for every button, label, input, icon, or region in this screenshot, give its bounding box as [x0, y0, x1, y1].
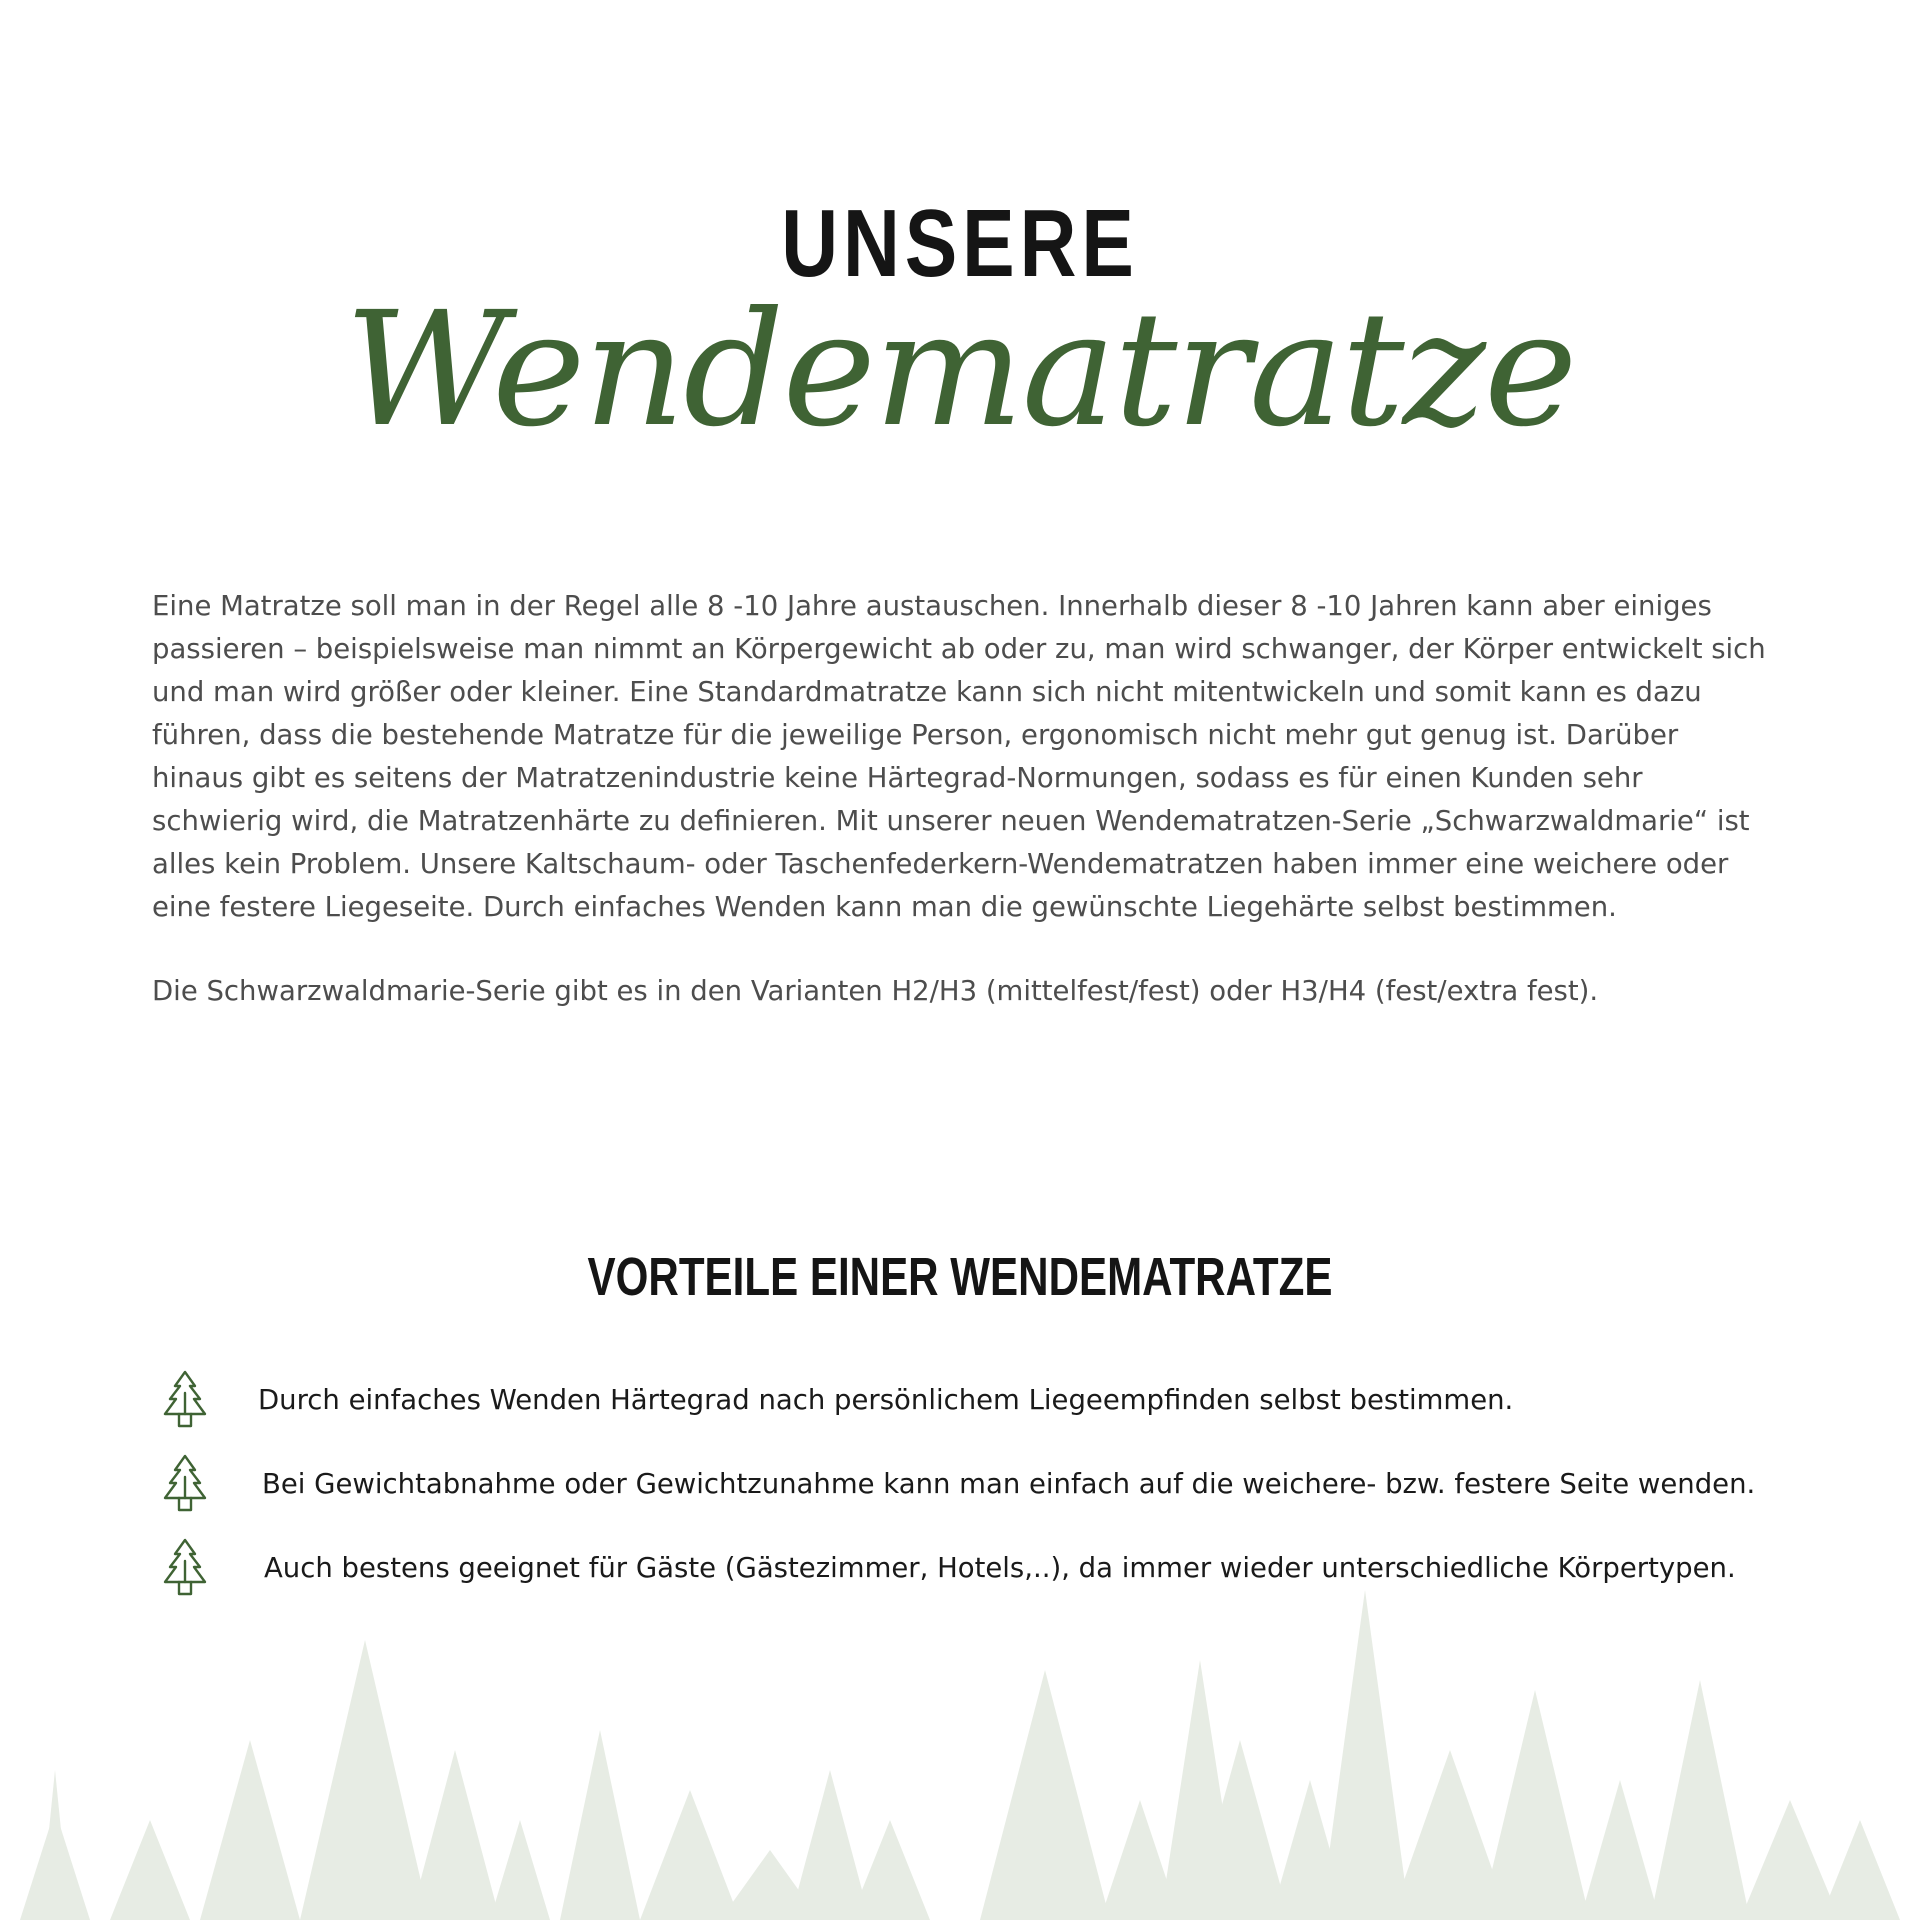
page-title-script: Wendematratze — [344, 278, 1576, 462]
tree-icon — [160, 1453, 210, 1515]
intro-text — [152, 585, 1772, 1054]
benefit-text: Bei Gewichtabnahme oder Gewichtzunahme kann man einfach auf die weichere- bzw. festere Seite wenden. — [262, 1468, 1756, 1500]
list-item — [160, 1442, 1860, 1526]
benefit-text: Auch bestens geeignet für Gäste (Gästezimmer, Hotels,..), da immer wieder unterschiedliche Körpertypen. — [264, 1552, 1736, 1584]
tree-icon — [160, 1369, 210, 1431]
benefits-title: VORTEILE EINER WENDEMATRATZE — [587, 1247, 1333, 1307]
intro-paragraph-variants: Die Schwarzwaldmarie-Serie gibt es in den Varianten H2/H3 (mittelfest/fest) oder H3/H4 (fest/extra fest). — [152, 975, 1599, 1007]
forest-silhouette-decoration — [0, 1590, 1920, 1920]
benefits-list — [160, 1358, 1860, 1610]
page-title-top: UNSERE — [781, 190, 1139, 297]
benefit-text: Durch einfaches Wenden Härtegrad nach persönlichem Liegeempfinden selbst bestimmen. — [258, 1384, 1514, 1416]
list-item — [160, 1358, 1860, 1442]
intro-paragraph: Eine Matratze soll man in der Regel alle 8 -10 Jahre austauschen. Innerhalb dieser 8 -10 Jahren kann aber einiges passieren – beispielsweise man nimmt an Körpergewicht ab oder zu, man wird schwanger, der Körper entwickelt sich und man wird größer oder kleiner. Eine Standardmatratze kann sich nicht mitentwickeln und somit kann es dazu führen, dass die bestehende Matratze für die jeweilige Person, ergonomisch nicht mehr gut genug ist. Darüber hinaus gibt es seitens der Matratzenindustrie keine Härtegrad-Normungen, sodass es für einen Kunden sehr schwierig wird, die Matratzenhärte zu definieren. Mit unserer neuen Wendematratzen-Serie „Schwarzwaldmarie“ ist alles kein Problem. Unsere Kaltschaum- oder Taschenfederkern-Wendematratzen haben immer eine weichere oder eine festere Liegeseite. Durch einfaches Wenden kann man die gewünschte Liegehärte selbst bestimmen. — [152, 590, 1766, 923]
